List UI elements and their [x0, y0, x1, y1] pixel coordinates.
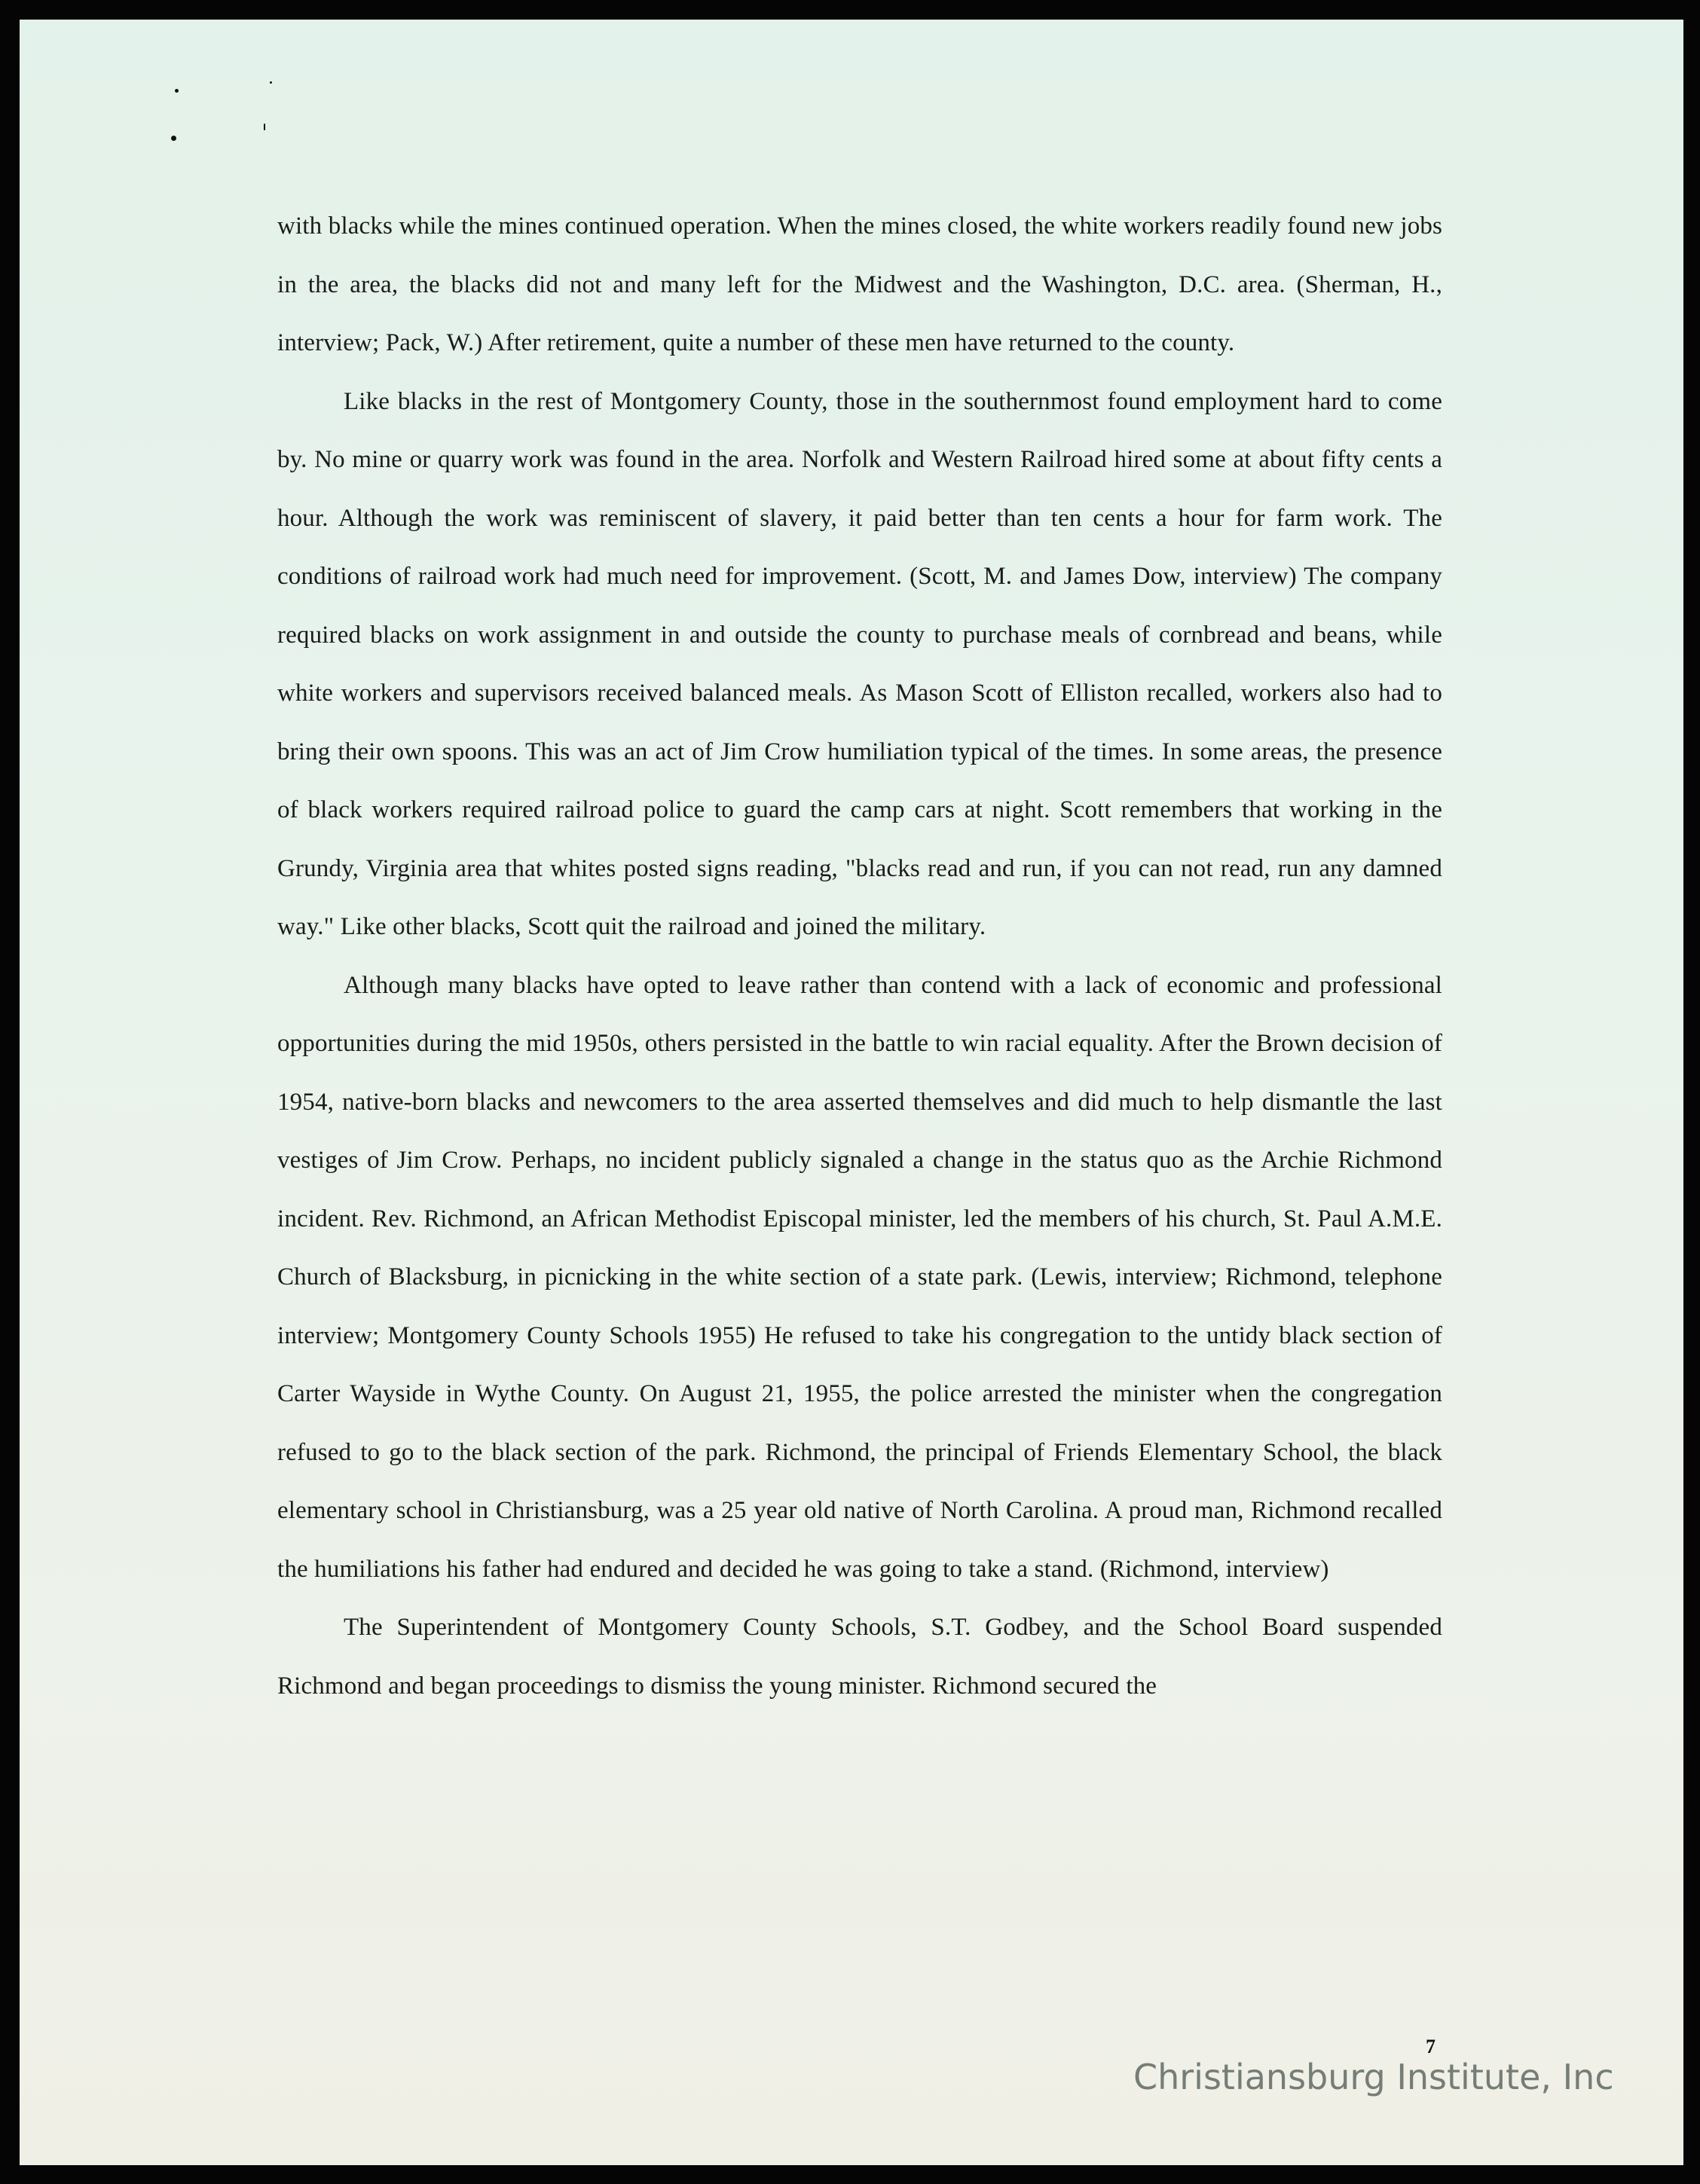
- watermark: Christiansburg Institute, Inc: [1133, 2057, 1614, 2097]
- dust-speck: [171, 136, 176, 141]
- page-number: 7: [1426, 2036, 1436, 2057]
- dust-speck: [270, 81, 272, 84]
- dust-speck: [175, 89, 179, 93]
- document-body: [277, 197, 1442, 1715]
- dust-speck: [264, 124, 265, 130]
- paragraph-1: with blacks while the mines continued operation. When the mines closed, the white workers readily found new jobs in the area, the blacks did not and many left for the Midwest and the Washington, D.C. area. (Sherman, H., interview; Pack, W.) After retirement, quite a number of these men have returned to the county.: [277, 212, 1442, 356]
- paragraph-3: Although many blacks have opted to leave rather than contend with a lack of economic and professional opportunities during the mid 1950s, others persisted in the battle to win racial equality. After the Brown decision of 1954, native-born blacks and newcomers to the area asserted themselves and did much to help dismantle the last vestiges of Jim Crow. Perhaps, no incident publicly signaled a change in the status quo as the Archie Richmond incident. Rev. Richmond, an African Methodist Episcopal minister, led the members of his church, St. Paul A.M.E. Church of Blacksburg, in picnicking in the white section of a state park. (Lewis, interview; Richmond, telephone interview; Montgomery County Schools 1955) He refused to take his congregation to the untidy black section of Carter Wayside in Wythe County. On August 21, 1955, the police arrested the minister when the congregation refused to go to the black section of the park. Richmond, the principal of Friends Elementary School, the black elementary school in Christiansburg, was a 25 year old native of North Carolina. A proud man, Richmond recalled the humiliations his father had endured and decided he was going to take a stand. (Richmond, interview): [277, 971, 1442, 1583]
- paragraph-4: The Superintendent of Montgomery County Schools, S.T. Godbey, and the School Board suspended Richmond and began proceedings to dismiss the young minister. Richmond secured the: [277, 1614, 1442, 1700]
- paragraph-2: Like blacks in the rest of Montgomery County, those in the southernmost found employment hard to come by. No mine or quarry work was found in the area. Norfolk and Western Railroad hired some at about fifty cents a hour. Although the work was reminiscent of slavery, it paid better than ten cents a hour for farm work. The conditions of railroad work had much need for improvement. (Scott, M. and James Dow, interview) The company required blacks on work assignment in and outside the county to purchase meals of cornbread and beans, while white workers and supervisors received balanced meals. As Mason Scott of Elliston recalled, workers also had to bring their own spoons. This was an act of Jim Crow humiliation typical of the times. In some areas, the presence of black workers required railroad police to guard the camp cars at night. Scott remembers that working in the Grundy, Virginia area that whites posted signs reading, "blacks read and run, if you can not read, run any damned way." Like other blacks, Scott quit the railroad and joined the military.: [277, 387, 1442, 940]
